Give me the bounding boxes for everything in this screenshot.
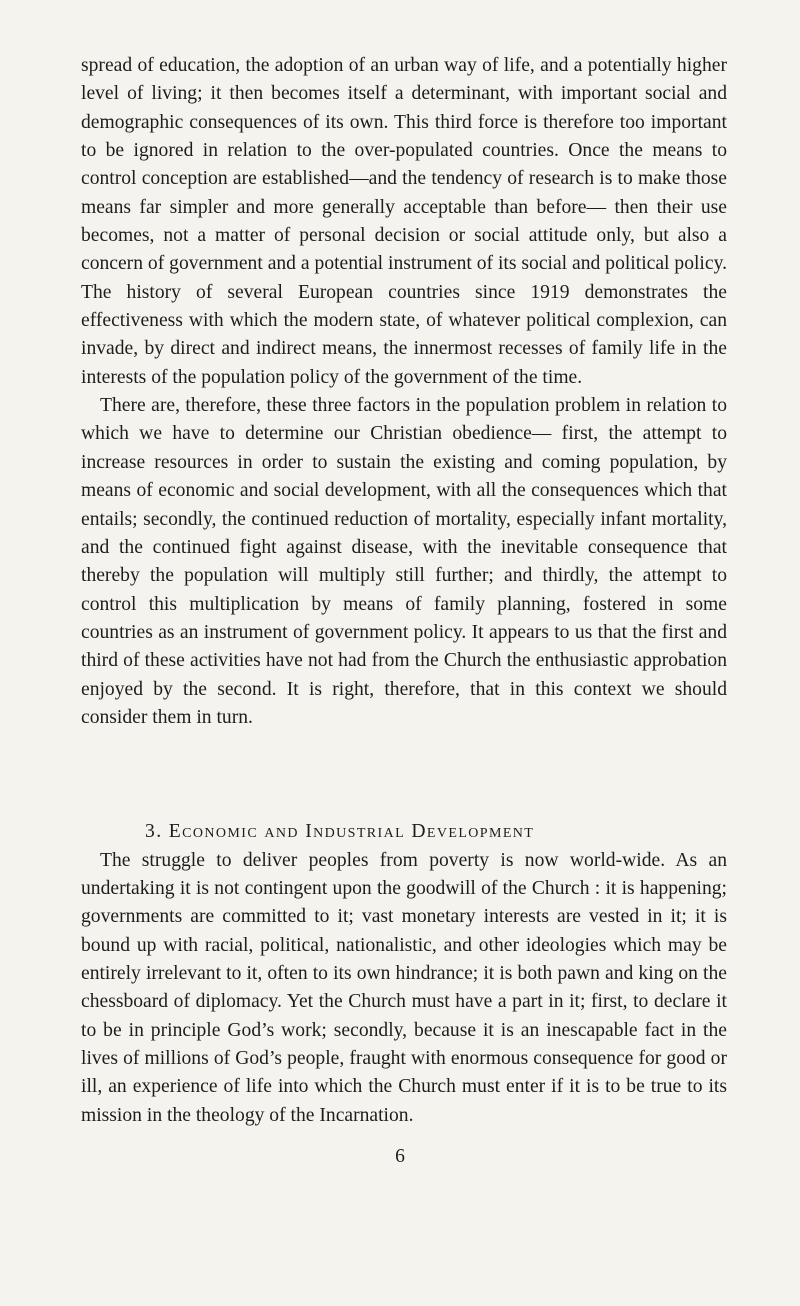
section-heading: 3. Economic and Industrial Development [145,821,535,843]
page-body [81,52,727,1130]
body-paragraph-1: spread of education, the adoption of an urban way of life, and a potentially higher level of living; it then becomes itself a determinant, with important social and demographic consequences of its own. This third force is therefore too important to be ignored in relation to the over-populated countries. Once the means to control conception are established—and the tendency of research is to make those means far simpler and more generally acceptable than before— then their use becomes, not a matter of personal decision or social attitude only, but also a concern of government and a potential instrument of its social and political policy. The history of several European countries since 1919 demonstrates the effectiveness with which the modern state, of whatever political complexion, can invade, by direct and indirect means, the innermost recesses of family life in the interests of the population policy of the government of the time. [81,55,727,388]
page-number: 6 [395,1146,405,1167]
body-paragraph-3: The struggle to deliver peoples from poverty is now world-wide. As an undertaking it is not contingent upon the goodwill of the Church : it is happening; governments are committed to it; vast monetary interests are vested in it; it is bound up with racial, political, nationalistic, and other ideologies which may be entirely irrelevant to it, often to its own hindrance; it is both pawn and king on the chessboard of diplomacy. Yet the Church must have a part in it; first, to declare it to be in principle God’s work; secondly, because it is an inescapable fact in the lives of millions of God’s people, fraught with enormous consequence for good or ill, an experience of life into which the Church must enter if it is to be true to its mission in the theology of the Incarnation. [81,849,727,1126]
body-paragraph-2: There are, therefore, these three factors in the population problem in relation to which we have to determine our Christian obedience— first, the attempt to increase resources in order to sustain the existing and coming population, by means of economic and social development, with all the consequences which that entails; secondly, the continued reduction of mortality, especially infant mortality, and the continued fight against disease, with the inevitable consequence that thereby the population will multiply still further; and thirdly, the attempt to control this multiplication by means of family planning, fostered in some countries as an instrument of government policy. It appears to us that the first and third of these activities have not had from the Church the enthusiastic approbation enjoyed by the second. It is right, therefore, that in this context we should consider them in turn. [81,395,727,728]
